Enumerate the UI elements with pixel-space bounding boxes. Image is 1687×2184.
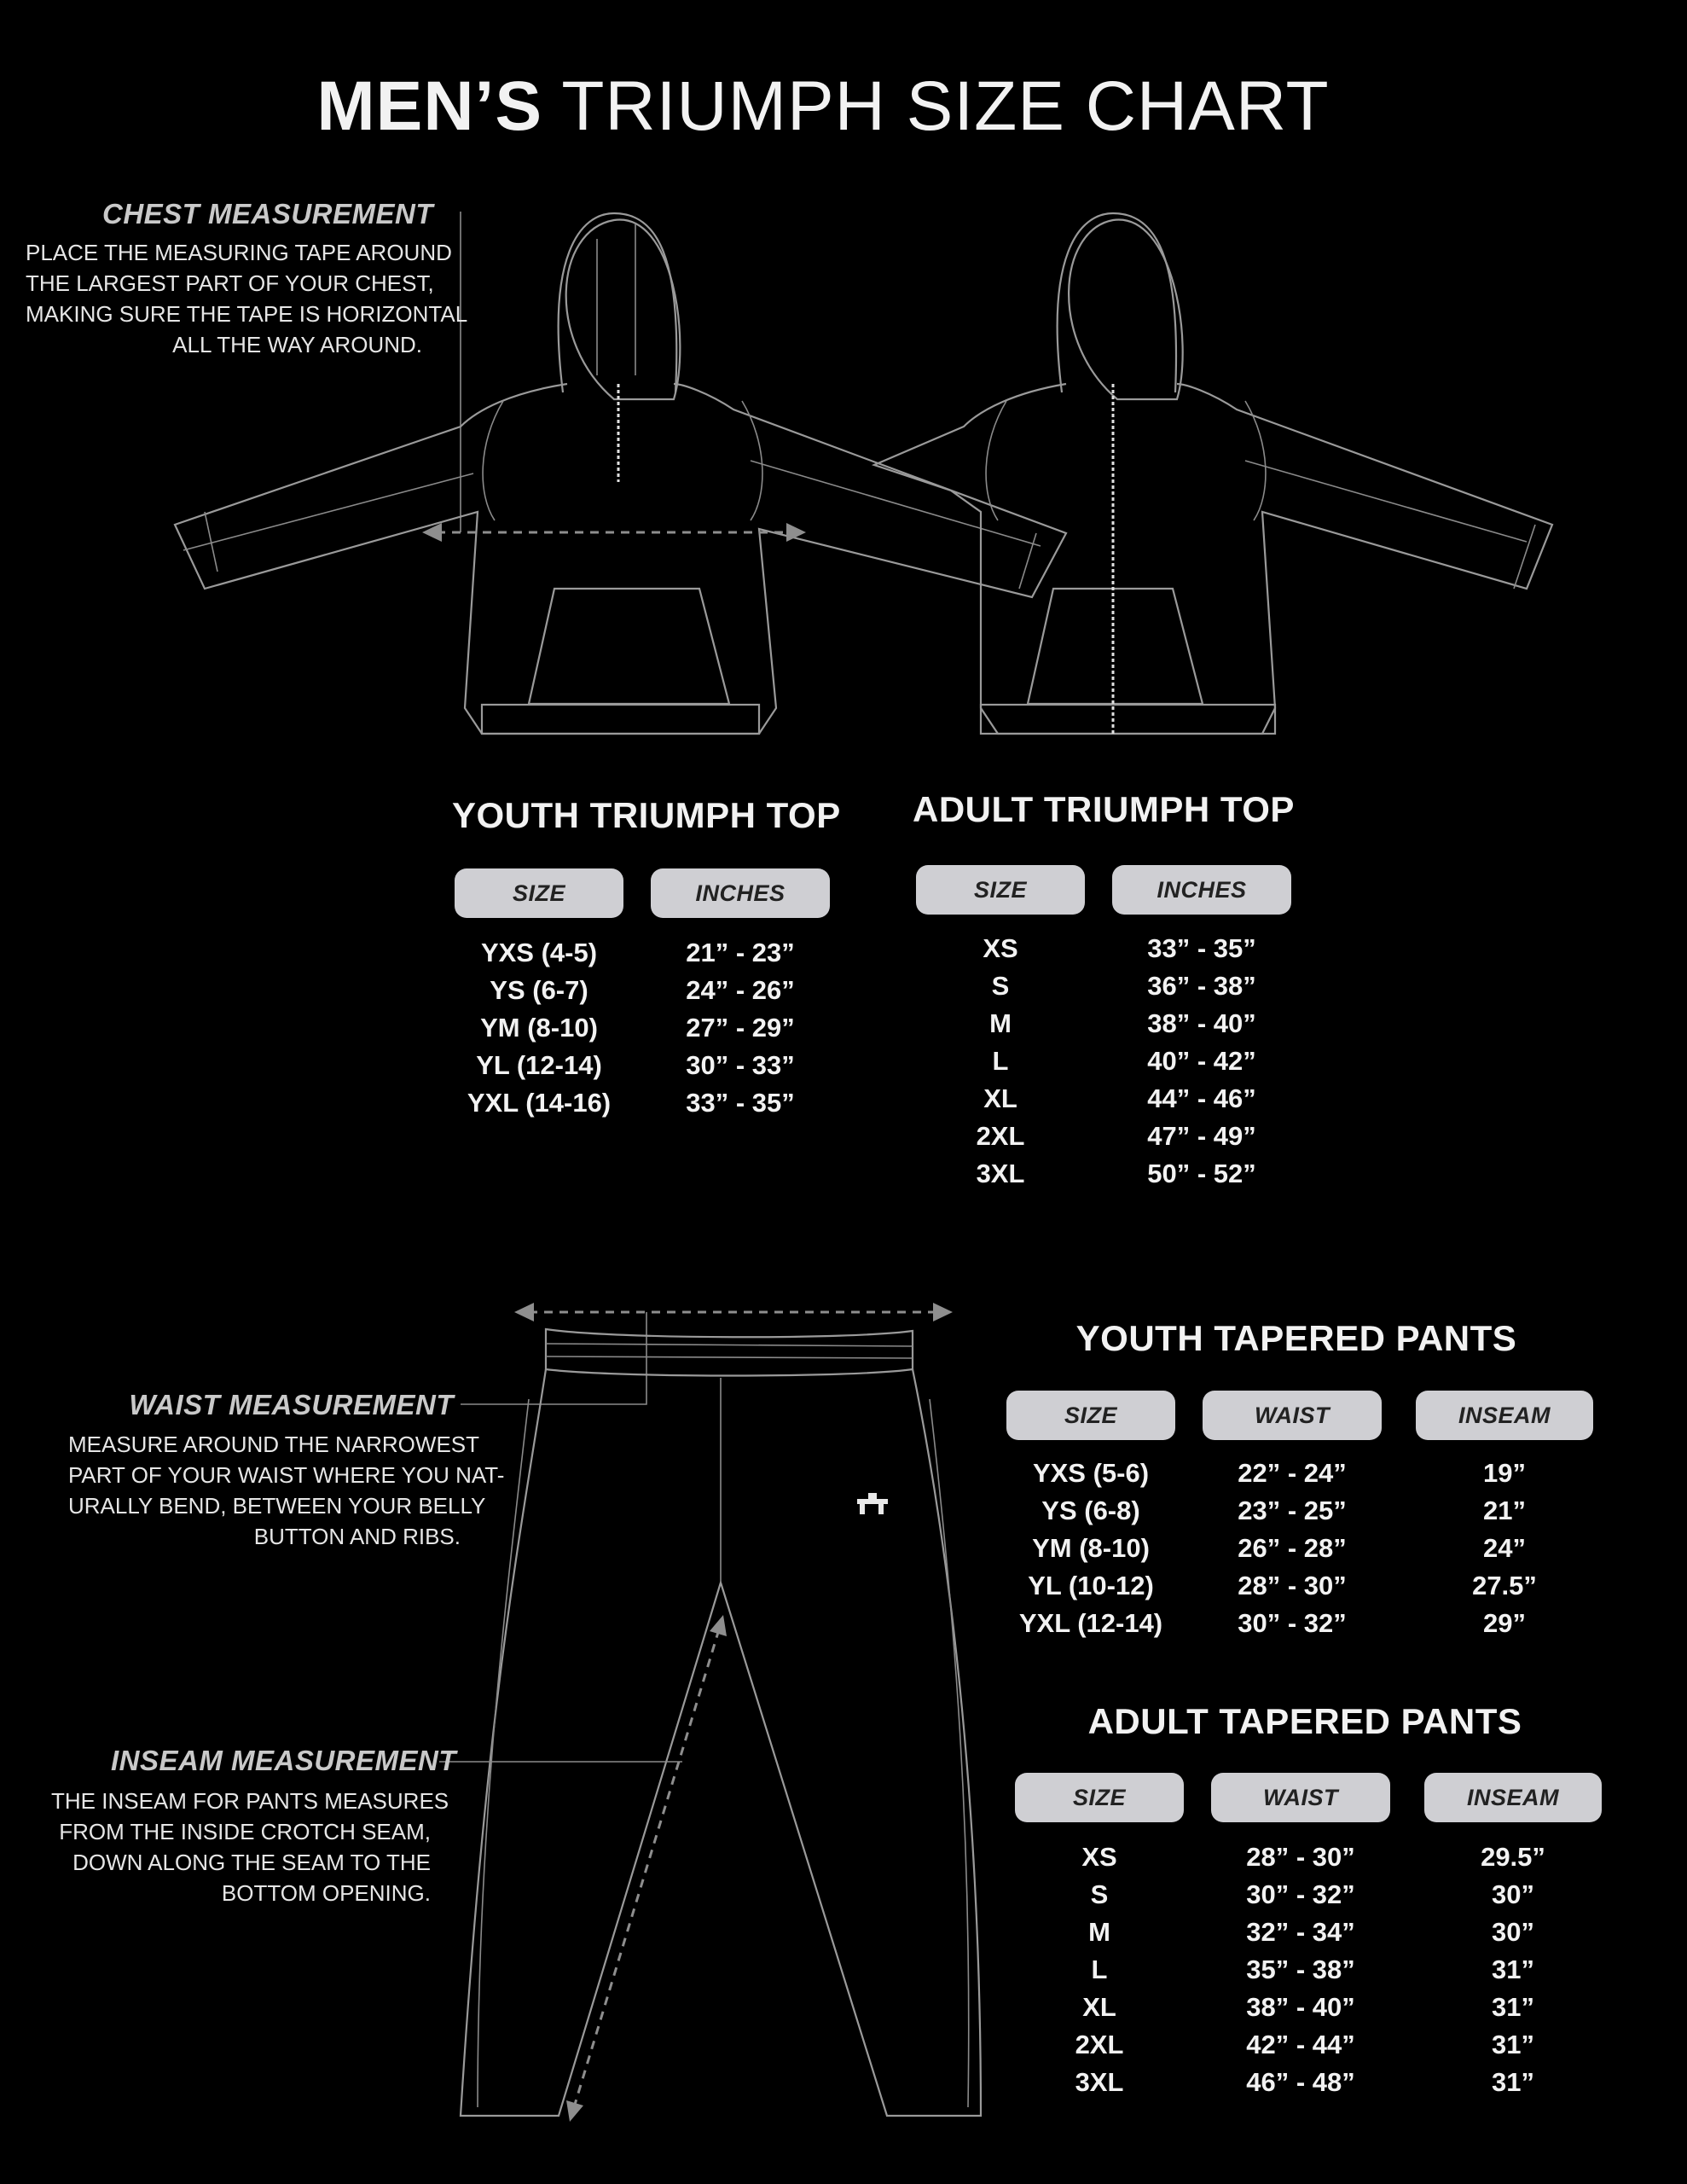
- note-line: THE INSEAM FOR PANTS MEASURES: [51, 1788, 449, 1814]
- youth-top-title: YOUTH TRIUMPH TOP: [452, 795, 841, 835]
- table-cell: 38” - 40”: [1246, 1992, 1355, 2022]
- youth-pants-inseam-header: INSEAM: [1416, 1391, 1593, 1440]
- table-cell: 22” - 24”: [1238, 1458, 1347, 1488]
- table-cell: XL: [983, 1083, 1017, 1113]
- youth-top-inches-column: [651, 934, 830, 1122]
- table-cell: 46” - 48”: [1246, 2067, 1355, 2097]
- table-cell: 27” - 29”: [686, 1013, 795, 1043]
- table-cell: 23” - 25”: [1238, 1496, 1347, 1525]
- adult-top-size-header: SIZE: [916, 865, 1085, 915]
- table-cell: 35” - 38”: [1246, 1955, 1355, 1984]
- adult-top-title: ADULT TRIUMPH TOP: [913, 789, 1295, 829]
- table-cell: XS: [1081, 1842, 1117, 1872]
- youth-pants-size-column: [1006, 1455, 1175, 1642]
- table-cell: 28” - 30”: [1246, 1842, 1355, 1872]
- note-line: PART OF YOUR WAIST WHERE YOU NAT-: [68, 1462, 505, 1488]
- adult-top-inches-header: INCHES: [1112, 865, 1291, 915]
- chest-measure-arrow: [422, 523, 806, 542]
- adult-top-inches-column: [1112, 930, 1291, 1193]
- note-line: URALLY BEND, BETWEEN YOUR BELLY: [68, 1493, 486, 1519]
- adult-pants-size-column: [1015, 1838, 1184, 2101]
- adult-pants-title: ADULT TAPERED PANTS: [1087, 1701, 1522, 1741]
- table-cell: 30” - 32”: [1238, 1608, 1347, 1638]
- table-cell: 31”: [1492, 2030, 1534, 2059]
- table-cell: 38” - 40”: [1147, 1008, 1256, 1038]
- inseam-note-body: [51, 1786, 449, 1908]
- table-cell: YS (6-8): [1041, 1496, 1140, 1525]
- waist-note-heading: WAIST MEASUREMENT: [129, 1389, 454, 1420]
- table-cell: 24” - 26”: [686, 975, 795, 1005]
- table-cell: 2XL: [1075, 2030, 1124, 2059]
- note-line: MAKING SURE THE TAPE IS HORIZONTAL: [26, 301, 468, 327]
- table-cell: 30”: [1492, 1879, 1534, 1909]
- youth-pants-waist-column: [1203, 1455, 1382, 1642]
- table-cell: M: [1088, 1917, 1110, 1947]
- table-cell: 29”: [1483, 1608, 1526, 1638]
- table-cell: YL (12-14): [476, 1050, 602, 1080]
- table-cell: 50” - 52”: [1147, 1159, 1256, 1188]
- youth-pants-title: YOUTH TAPERED PANTS: [1075, 1318, 1517, 1358]
- table-cell: 42” - 44”: [1246, 2030, 1355, 2059]
- table-cell: 47” - 49”: [1147, 1121, 1256, 1151]
- note-line: DOWN ALONG THE SEAM TO THE: [72, 1850, 431, 1875]
- table-cell: 24”: [1483, 1533, 1526, 1563]
- note-line: FROM THE INSIDE CROTCH SEAM,: [59, 1819, 431, 1844]
- table-cell: 30” - 33”: [686, 1050, 795, 1080]
- table-cell: 2XL: [976, 1121, 1025, 1151]
- youth-top-size-header: SIZE: [455, 868, 623, 918]
- table-cell: YXL (14-16): [467, 1088, 612, 1118]
- adult-pants-waist-header: WAIST: [1211, 1773, 1390, 1822]
- table-cell: 31”: [1492, 1992, 1534, 2022]
- adult-pants-inseam-header: INSEAM: [1424, 1773, 1602, 1822]
- youth-top-inches-header: INCHES: [651, 868, 830, 918]
- chest-note-body: [26, 237, 468, 360]
- youth-pants-inseam-column: [1416, 1455, 1593, 1642]
- table-cell: YXS (4-5): [480, 938, 598, 967]
- table-cell: YXS (5-6): [1032, 1458, 1150, 1488]
- table-cell: 31”: [1492, 2067, 1534, 2097]
- inseam-note-heading: INSEAM MEASUREMENT: [111, 1745, 457, 1776]
- table-cell: S: [1090, 1879, 1109, 1909]
- adult-pants-inseam-column: [1424, 1838, 1602, 2101]
- table-cell: 30” - 32”: [1246, 1879, 1355, 1909]
- table-cell: 26” - 28”: [1238, 1533, 1347, 1563]
- table-cell: YL (10-12): [1028, 1571, 1154, 1600]
- table-cell: L: [992, 1046, 1009, 1076]
- pants-logo-icon: [857, 1493, 888, 1514]
- table-cell: 28” - 30”: [1238, 1571, 1347, 1600]
- table-cell: YM (8-10): [480, 1013, 598, 1043]
- title-light: TRIUMPH SIZE CHART: [561, 67, 1330, 145]
- youth-pants-size-header: SIZE: [1006, 1391, 1175, 1440]
- inseam-measure-arrow: [439, 1615, 727, 2122]
- note-line: MEASURE AROUND THE NARROWEST: [68, 1432, 480, 1457]
- table-cell: XL: [1082, 1992, 1116, 2022]
- adult-pants-waist-column: [1211, 1838, 1390, 2101]
- table-cell: 3XL: [976, 1159, 1025, 1188]
- note-line: BUTTON AND RIBS.: [253, 1524, 461, 1549]
- note-line: THE LARGEST PART OF YOUR CHEST,: [26, 270, 434, 296]
- table-cell: M: [989, 1008, 1012, 1038]
- chest-note-heading: CHEST MEASUREMENT: [102, 198, 434, 229]
- table-cell: 19”: [1483, 1458, 1526, 1488]
- table-cell: XS: [983, 933, 1018, 963]
- adult-pants-size-header: SIZE: [1015, 1773, 1184, 1822]
- table-cell: YXL (12-14): [1018, 1608, 1163, 1638]
- youth-pants-waist-header: WAIST: [1203, 1391, 1382, 1440]
- table-cell: 21”: [1483, 1496, 1526, 1525]
- table-cell: 31”: [1492, 1955, 1534, 1984]
- table-cell: 36” - 38”: [1147, 971, 1256, 1001]
- title-bold: MEN’S: [316, 67, 543, 145]
- full-zip-hoodie-drawing: [874, 213, 1552, 735]
- table-cell: 40” - 42”: [1147, 1046, 1256, 1076]
- table-cell: 44” - 46”: [1147, 1083, 1256, 1113]
- table-cell: S: [991, 971, 1010, 1001]
- table-cell: 3XL: [1075, 2067, 1124, 2097]
- table-cell: 29.5”: [1481, 1842, 1545, 1872]
- table-cell: 21” - 23”: [686, 938, 795, 967]
- note-line: PLACE THE MEASURING TAPE AROUND: [26, 240, 452, 265]
- table-cell: YS (6-7): [490, 975, 588, 1005]
- table-cell: 27.5”: [1472, 1571, 1537, 1600]
- table-cell: 33” - 35”: [1147, 933, 1256, 963]
- table-cell: 32” - 34”: [1246, 1917, 1355, 1947]
- note-line: ALL THE WAY AROUND.: [172, 332, 422, 357]
- youth-top-size-column: [455, 934, 623, 1122]
- table-cell: 30”: [1492, 1917, 1534, 1947]
- table-cell: YM (8-10): [1032, 1533, 1150, 1563]
- waist-note-body: [68, 1429, 505, 1552]
- adult-top-size-column: [916, 930, 1085, 1193]
- table-cell: 33” - 35”: [686, 1088, 795, 1118]
- table-cell: L: [1091, 1955, 1108, 1984]
- waist-measure-arrow: [461, 1303, 953, 1404]
- note-line: BOTTOM OPENING.: [221, 1880, 431, 1906]
